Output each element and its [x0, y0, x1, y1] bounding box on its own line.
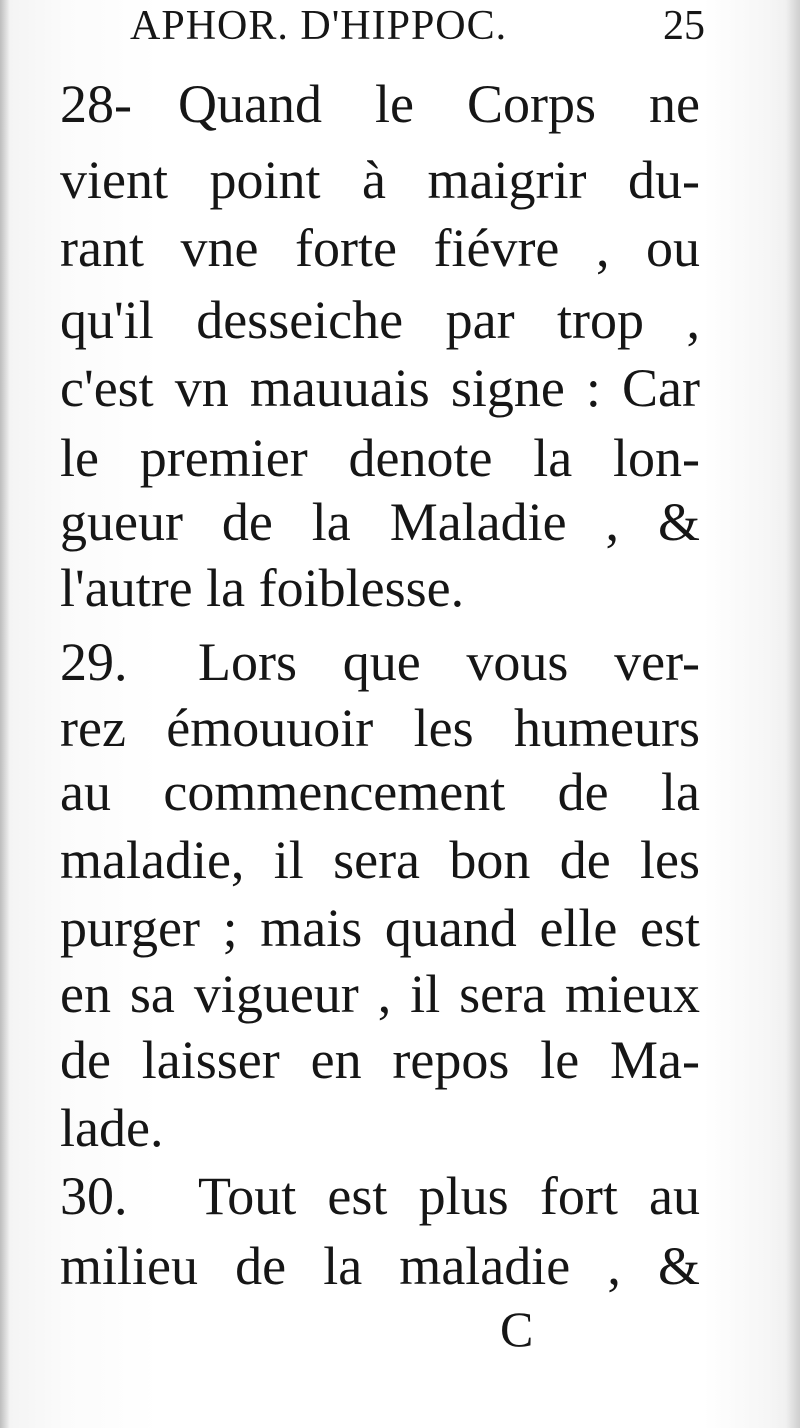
- aphorism-28-line-8: l'autre la foiblesse.: [60, 558, 465, 618]
- aphorism-28-line-7: gueur de la Maladie , &: [60, 492, 700, 552]
- aphorism-28-line-3: rant vne forte fiévre , ou: [60, 218, 700, 278]
- page-number: 25: [663, 3, 705, 49]
- aphorism-28-line-5: c'est vn mauuais signe : Car: [60, 358, 700, 418]
- aphorism-29-text-1: Lors que vous ver-: [198, 632, 700, 692]
- aphorism-30-number: 30.: [60, 1166, 128, 1226]
- aphorism-30-line-2: milieu de la maladie , &: [60, 1236, 700, 1296]
- aphorism-29-line-8: lade.: [60, 1098, 164, 1158]
- signature-mark: C: [500, 1301, 534, 1357]
- aphorism-29-line-1: [60, 624, 700, 700]
- running-head: [130, 2, 705, 62]
- aphorism-30-text-1: Tout est plus fort au: [198, 1166, 700, 1226]
- aphorism-28-line-6: le premier denote la lon-: [60, 428, 700, 488]
- aphorism-30-line-1: [60, 1158, 700, 1234]
- page-right-edge-shadow: [786, 0, 800, 1428]
- aphorism-28-line-1: [60, 66, 700, 142]
- aphorism-29-line-7: de laisser en repos le Ma-: [60, 1030, 700, 1090]
- aphorism-28-line-4: qu'il desseiche par trop ,: [60, 290, 700, 350]
- aphorism-28-line-2: vient point à maigrir du-: [60, 150, 700, 210]
- aphorism-29-line-5: purger ; mais quand elle est: [60, 898, 700, 958]
- page-left-edge-shadow: [0, 0, 10, 1428]
- aphorism-29-number: 29.: [60, 632, 128, 692]
- aphorism-28-number: 28-: [60, 74, 132, 134]
- aphorism-28-text-1: Quand le Corps ne: [178, 74, 700, 134]
- aphorism-29-line-4: maladie, il sera bon de les: [60, 830, 700, 890]
- aphorism-29-line-3: au commencement de la: [60, 762, 700, 822]
- running-head-title: APHOR. D'HIPPOC.: [130, 3, 508, 49]
- aphorism-29-line-6: en sa vigueur , il sera mieux: [60, 964, 700, 1024]
- aphorism-29-line-2: rez émouuoir les humeurs: [60, 698, 700, 758]
